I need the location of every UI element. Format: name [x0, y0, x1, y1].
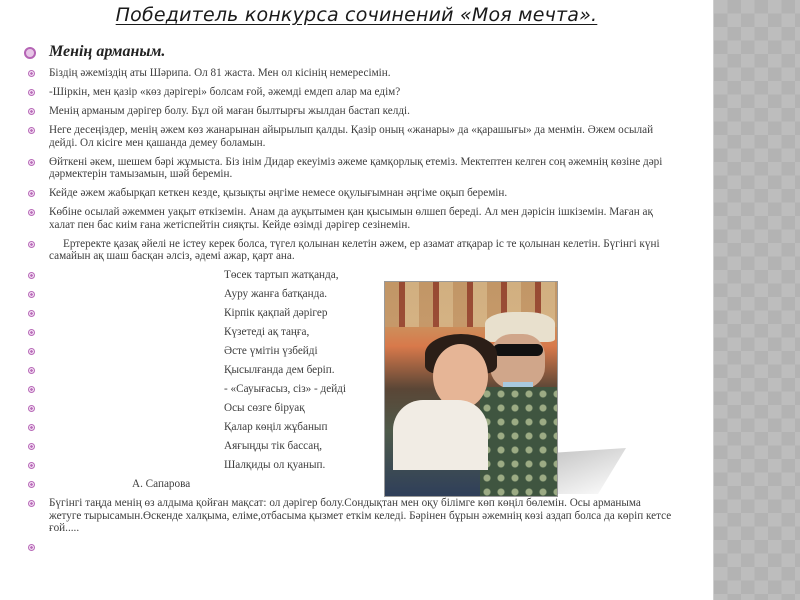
photo-girl-and-grandmother [384, 281, 558, 497]
paragraph [24, 67, 674, 80]
decorative-side-band [713, 0, 800, 600]
bullet-icon [28, 367, 35, 374]
closing-paragraph [24, 497, 674, 535]
poem-line [24, 326, 674, 339]
paragraph [24, 86, 674, 99]
bullet-icon [28, 424, 35, 431]
grandmother-face [490, 334, 545, 389]
poem-line-text: Осы сөзге біруақ [224, 402, 305, 414]
girl-shirt [393, 400, 488, 470]
paragraph [24, 187, 674, 200]
bullet-icon [28, 462, 35, 469]
bullet-icon [28, 70, 35, 77]
poem-line [24, 402, 674, 415]
paragraph-text: -Шіркін, мен қазір «көз дәрігері» болсам ғой, әжемді емдеп алар ма едім? [49, 86, 401, 98]
bullet-icon [28, 329, 35, 336]
bullet-icon [28, 108, 35, 115]
bullet-icon [28, 544, 35, 551]
paragraph [24, 238, 674, 263]
bullet-icon [28, 386, 35, 393]
poem-line [24, 421, 674, 434]
bullet-icon [28, 291, 35, 298]
bullet-icon [28, 443, 35, 450]
poem-line [24, 269, 674, 282]
poem-line-text: Қысылғанда дем беріп. [224, 364, 335, 376]
bullet-icon [28, 348, 35, 355]
essay-heading [24, 42, 674, 62]
dark-glasses [493, 344, 543, 356]
bullet-icon [28, 272, 35, 279]
bullet-icon [28, 209, 35, 216]
paragraph [24, 156, 674, 181]
bullet-icon [28, 481, 35, 488]
heading-text: Менің арманым. [49, 43, 166, 60]
paragraph-text: Біздің әжеміздің аты Шәрипа. Ол 81 жаста. Мен ол кісінің немересімін. [49, 67, 391, 79]
paragraph-text: Өйткені әкем, шешем бәрі жұмыста. Біз інім Дидар екеуіміз әжеме қамқорлық етеміз. Мектептен келген соң әжемнің көзіне дәрі дәрмектерін тамызамын, шәй беремін. [49, 155, 663, 180]
poem-line [24, 307, 674, 320]
bullet-icon [28, 241, 35, 248]
poem-line-text: - «Сауығасыз, сіз» - дейді [224, 383, 346, 395]
poem-line [24, 364, 674, 377]
poem-line-text: Төсек тартып жатқанда, [224, 269, 339, 281]
bullet-icon [28, 127, 35, 134]
poem-line-text: Ауру жанға батқанда. [224, 288, 328, 300]
paragraph [24, 105, 674, 118]
bullet-icon [28, 89, 35, 96]
bullet-icon [28, 310, 35, 317]
poem-line-text: Қалар көңіл жұбанып [224, 421, 328, 433]
paragraph-text: Менің арманым дәрігер болу. Бұл ой маған былтырғы жылдан бастап келді. [49, 105, 410, 117]
paragraph-text: Неге десеңіздер, менің әжем көз жанарынан айырылып қалды. Қазір оның «жанары» да «қарашығы» да менмін. Әжем осылай дейді. Ол кісіге мен қашанда демеу боламын. [49, 124, 654, 149]
paragraph-text: Ертеректе қазақ әйелі не істеу керек болса, түгел қолынан келетін әжем, ер азамат атқарар іс те қолынан келетін. Бүгінгі күні самайын ақ шаш басқан әлсіз, әдемі ажар, қарт ана. [49, 237, 660, 262]
poem-line [24, 440, 674, 453]
author-text: А. Сапарова [132, 478, 191, 490]
paragraph-text: Бүгінгі таңда менің өз алдыма қойған мақсат: ол дәрігер болу.Сондықтан мен оқу білімге көп көңіл бөлемін. Осы арманыма жетуге тырысамын.Өскенде халқыма, еліме,отбасыма қызмет еткім келеді. Бәрінен бұрын әжемнің көзі аздап болса да көріп кетсе ғой..... [49, 497, 672, 534]
bullet-icon [28, 500, 35, 507]
poem-line-text: Күзетеді ақ таңға, [224, 326, 310, 338]
poem-line-text: Әсте үмітін үзбейді [224, 345, 318, 357]
poem-line [24, 345, 674, 358]
poem-line-text: Кірпік қақпай дәрігер [224, 307, 328, 319]
bullet-icon [28, 405, 35, 412]
bullet-icon [28, 159, 35, 166]
poem-line-text: Аяғыңды тік бассаң, [224, 440, 323, 452]
empty-bullet [24, 541, 674, 553]
bullet-icon [24, 47, 36, 59]
paragraph [24, 206, 674, 231]
bullet-icon [28, 190, 35, 197]
poem-line [24, 383, 674, 396]
poem-line [24, 288, 674, 301]
paragraph-text: Кейде әжем жабырқап кеткен кезде, қызықты әңгіме немесе оқулығымнан әңгіме оқып беремін. [49, 187, 508, 199]
grandmother-vest [480, 387, 557, 496]
slide-title: Победитель конкурса сочинений «Моя мечта». [115, 4, 598, 26]
poem-line-text: Шалқиды ол қуанып. [224, 459, 326, 471]
paragraph-text: Көбіне осылай әжеммен уақыт өткіземін. Анам да ауқытымен қан қысымын өлшеп береді. Ал мен дәрісін ішкіземін. Маған ақ халат пен бас киім ғана жетіспейтін сияқты. Кейде өзімді дәрігер сезінемін. [49, 206, 653, 231]
paragraph [24, 124, 674, 149]
